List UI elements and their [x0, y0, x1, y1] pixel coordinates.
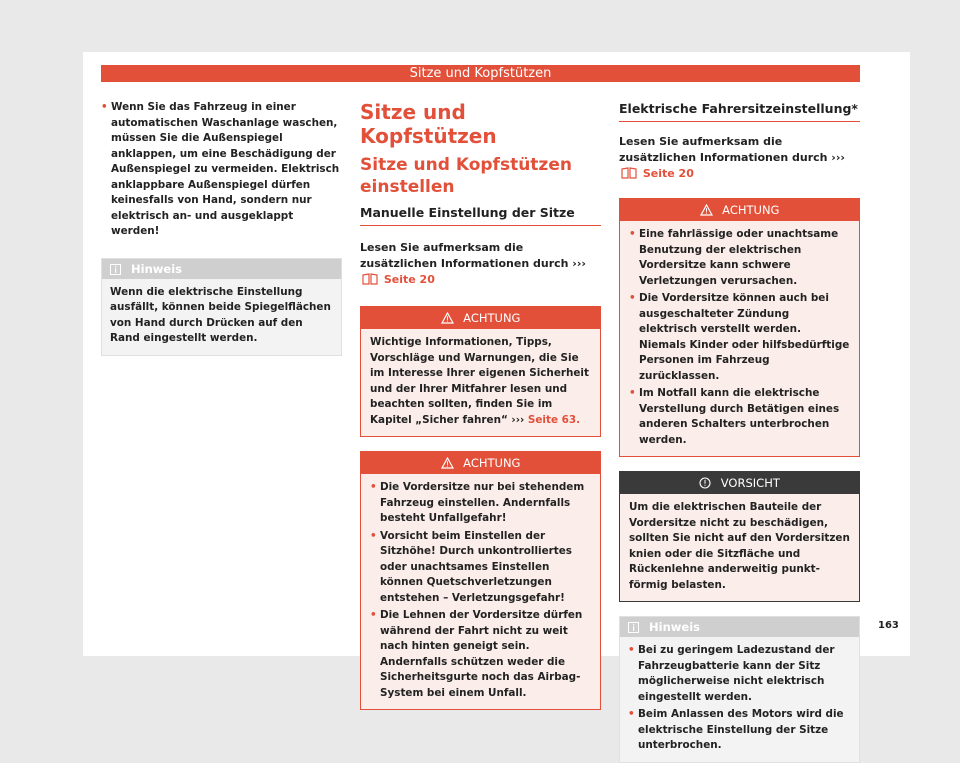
- list-item: [629, 386, 850, 448]
- list-item: [370, 480, 591, 527]
- warning-title-3: ACHTUNG: [722, 203, 780, 217]
- warning-header-3: [620, 199, 859, 221]
- warning-title-2: ACHTUNG: [463, 456, 521, 470]
- right-note-title: Hinweis: [649, 620, 700, 634]
- right-intro-paragraph: [619, 134, 860, 184]
- list-item: [629, 227, 850, 289]
- right-note-box: [619, 616, 860, 763]
- mirror-warning-bullet: [101, 100, 342, 240]
- caution-box: [619, 471, 860, 602]
- intro-text: Lesen Sie aufmerksam die zusätzlichen Informationen durch ›››: [360, 241, 586, 270]
- warning-header-2: [361, 452, 600, 474]
- warning-page-link[interactable]: Seite 63.: [527, 413, 581, 426]
- warning-triangle-icon: [700, 201, 713, 223]
- bullet-icon: •: [629, 292, 636, 304]
- middle-column: [360, 96, 601, 710]
- right-note-body: [620, 637, 859, 762]
- warning-header-1: [361, 307, 600, 329]
- list-item-text: Vorsicht beim Einstellen der Sitzhöhe! Durch unkontrolliertes oder unachtsames Einstellen können Quetschverletzungen entstehen – Verletzungsgefahr!: [380, 529, 572, 604]
- info-icon: [110, 261, 121, 281]
- page-link[interactable]: Seite 20: [383, 273, 435, 286]
- right-note-header: [620, 617, 859, 637]
- warning-text-1: Wichtige Informationen, Tipps, Vorschläge und Warnungen, die Sie im Interesse Ihrer eigenen Sicherheit und der Ihrer Mitfahrer lesen und beachten sollten, finden Sie im Kapitel „Sicher fahren“ ›››: [370, 336, 589, 426]
- list-item-text: Beim Anlassen des Motors wird die elektrische Einstellung der Sitze unterbrochen.: [638, 708, 844, 751]
- book-icon: [621, 167, 637, 184]
- warning-box-3: [619, 198, 860, 457]
- list-item-text: Bei zu geringem Ladezustand der Fahrzeugbatterie kann der Sitz möglicherweise nicht elektrisch eingestellt werden.: [638, 644, 835, 703]
- note-text: Wenn die elektrische Einstellung ausfällt, können beide Spiegelflächen von Hand durch Drücken auf den Rand eingestellt werden.: [110, 285, 331, 344]
- bullet-icon: •: [628, 708, 635, 720]
- list-item: [370, 529, 591, 607]
- list-item-text: Die Lehnen der Vordersitze dürfen während der Fahrt nicht zu weit nach hinten geneigt sein. Andernfalls schützen weder die Sicherheitsgurte noch das Airbag-System bei einem Unfall.: [380, 609, 583, 699]
- left-column: [101, 96, 342, 356]
- page-header: Sitze und Kopfstützen: [101, 65, 860, 82]
- note-header: [102, 259, 341, 279]
- list-item: [628, 707, 851, 754]
- right-page-link[interactable]: Seite 20: [642, 167, 694, 180]
- note-title: Hinweis: [131, 261, 182, 276]
- chapter-title: Sitze und Kopfstützen: [360, 100, 497, 148]
- warning-triangle-icon: [441, 454, 454, 476]
- page-number: 163: [878, 620, 899, 631]
- section-title: Sitze und Kopfstützen einstellen: [360, 155, 572, 197]
- warning-body-2: [361, 474, 600, 709]
- warning-box-1: [360, 306, 601, 437]
- caution-text: Um die elektrischen Bauteile der Vordersitze nicht zu beschädigen, sollten Sie nicht auf den Vordersitzen knien oder die Sitzfläche und Rückenlehne anderweitig punktförmig belasten.: [629, 501, 850, 591]
- bullet-icon: •: [629, 387, 636, 399]
- right-section-title: Elektrische Fahrersitzeinstellung*: [619, 100, 860, 122]
- bullet-icon: •: [629, 228, 636, 240]
- subsection-title: Manuelle Einstellung der Sitze: [360, 204, 601, 226]
- info-icon: [628, 619, 639, 639]
- book-icon: [362, 273, 378, 290]
- warning-body-3: [620, 221, 859, 456]
- mirror-warning-text: Wenn Sie das Fahrzeug in einer automatischen Waschanlage waschen, müssen Sie die Außenspiegel anklappen, um eine Beschädigung der Außenspiegel zu vermeiden. Elektrisch anklappbare Außenspiegel dürfen keinesfalls von Hand, sondern nur elektrisch an- und ausgeklappt werden!: [111, 101, 340, 237]
- bullet-icon: •: [370, 481, 377, 493]
- caution-circle-icon: [699, 474, 711, 496]
- intro-paragraph: [360, 240, 601, 290]
- list-item: [628, 643, 851, 705]
- warning-title-1: ACHTUNG: [463, 311, 521, 325]
- warning-triangle-icon: [441, 309, 454, 331]
- bullet-icon: •: [628, 644, 635, 656]
- bullet-icon: •: [370, 609, 377, 621]
- list-item-text: Eine fahrlässige oder unachtsame Benutzung der elektrischen Vordersitze kann schwere Verletzungen verursachen.: [639, 228, 839, 287]
- list-item: [370, 608, 591, 701]
- right-intro-text: Lesen Sie aufmerksam die zusätzlichen Informationen durch ›››: [619, 135, 845, 164]
- bullet-icon: •: [101, 101, 108, 113]
- caution-header: [620, 472, 859, 494]
- warning-body-1: [361, 329, 600, 436]
- list-item-text: Im Notfall kann die elektrische Verstellung durch Betätigen eines anderen Schalters unterbrochen werden.: [639, 387, 840, 446]
- right-column: [619, 96, 860, 763]
- bullet-icon: •: [370, 529, 377, 542]
- note-box: [101, 258, 342, 356]
- warning-box-2: [360, 451, 601, 710]
- caution-title: VORSICHT: [720, 476, 780, 490]
- list-item-text: Die Vordersitze nur bei stehendem Fahrzeug einstellen. Andernfalls besteht Unfallgefahr!: [380, 481, 585, 524]
- list-item-text: Die Vordersitze können auch bei ausgeschalteter Zündung elektrisch verstellt werden. Niemals Kinder oder hilfsbedürftige Personen im Fahrzeug zurücklassen.: [639, 292, 850, 382]
- list-item: [629, 291, 850, 384]
